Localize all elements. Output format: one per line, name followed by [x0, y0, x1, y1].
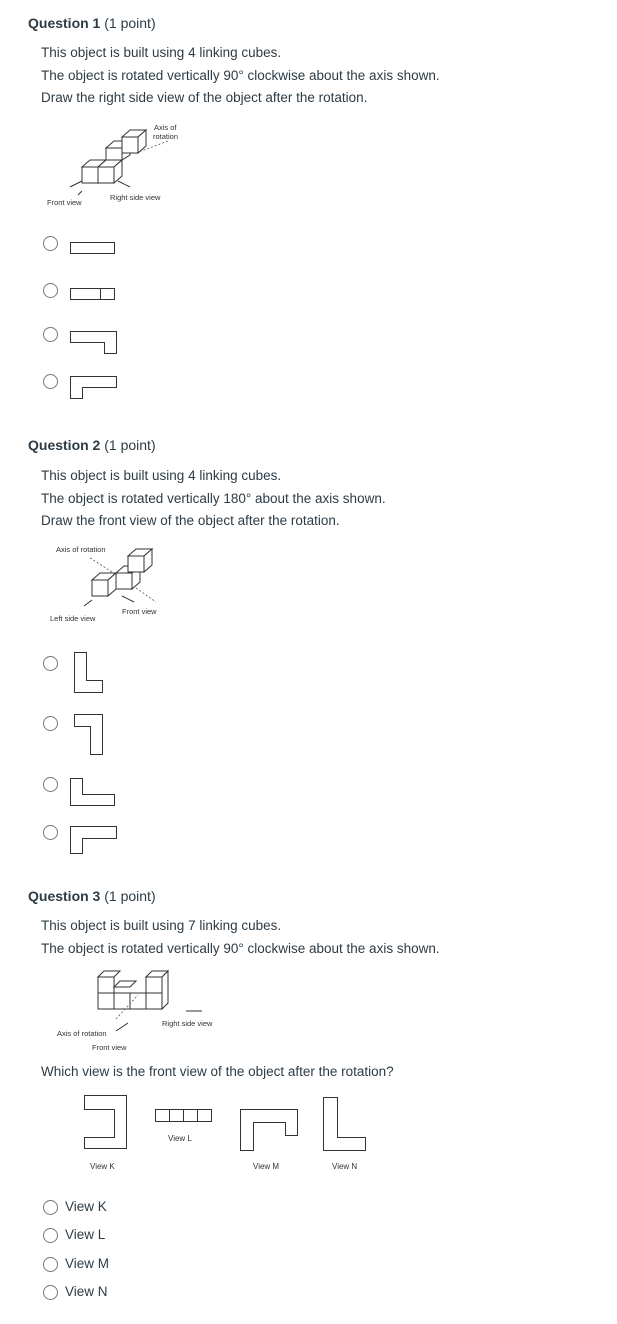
- q2-option-4-figure: [70, 826, 118, 856]
- q2-fig-front-view-label: Front view: [122, 607, 157, 616]
- question-2-title: Question 2: [28, 437, 101, 453]
- q2-option-4-radio[interactable]: [43, 825, 58, 840]
- q2-cube-figure: [60, 544, 180, 614]
- q1-fig-axis-label-2: rotation: [153, 132, 179, 141]
- q2-option-2-figure: [74, 714, 104, 756]
- q3-view-n-figure: [323, 1097, 369, 1153]
- q1-text-line-2: The object is rotated vertically 90° clockwise about the axis shown.: [41, 68, 440, 83]
- question-2-header: [28, 437, 156, 453]
- q1-text-line-1: This object is built using 4 linking cubes.: [41, 45, 282, 60]
- question-3-points: (1 point): [104, 888, 156, 904]
- q1-option-3-radio[interactable]: [43, 327, 58, 342]
- question-3-header: [28, 888, 156, 904]
- q1-text-line-3: Draw the right side view of the object after the rotation.: [41, 90, 368, 105]
- q1-fig-front-view-label: Front view: [47, 198, 82, 207]
- question-1-points: (1 point): [104, 15, 156, 31]
- q2-fig-axis-label: Axis of rotation: [56, 545, 106, 554]
- q3-text-line-1: This object is built using 7 linking cubes.: [41, 918, 282, 933]
- q1-option-1-figure: [70, 242, 116, 254]
- q2-option-1-radio[interactable]: [43, 656, 58, 671]
- q2-option-2-radio[interactable]: [43, 716, 58, 731]
- q2-option-3-radio[interactable]: [43, 777, 58, 792]
- q2-option-1-figure: [74, 652, 104, 694]
- q3-fig-axis-label: Axis of rotation: [57, 1029, 107, 1038]
- q3-view-l-label: View L: [168, 1134, 192, 1143]
- q3-question-text: Which view is the front view of the object after the rotation?: [41, 1064, 394, 1079]
- q2-fig-left-view-label: Left side view: [50, 614, 96, 623]
- q3-option-k-label[interactable]: View K: [65, 1199, 107, 1214]
- q3-fig-right-view-label: Right side view: [162, 1019, 213, 1028]
- q2-text-line-3: Draw the front view of the object after the rotation.: [41, 513, 340, 528]
- question-1-title: Question 1: [28, 15, 101, 31]
- q3-view-l-figure: [155, 1109, 213, 1123]
- q3-view-k-label: View K: [90, 1162, 115, 1171]
- q1-option-2-radio[interactable]: [43, 283, 58, 298]
- question-2-points: (1 point): [104, 437, 156, 453]
- q3-option-l-label[interactable]: View L: [65, 1227, 106, 1242]
- q1-fig-axis-label-1: Axis of: [154, 123, 177, 132]
- q3-option-m-label[interactable]: View M: [65, 1256, 110, 1271]
- q1-option-4-figure: [70, 376, 118, 400]
- q3-option-n-label[interactable]: View N: [65, 1284, 108, 1299]
- q3-option-m-radio[interactable]: [43, 1257, 58, 1272]
- q3-view-m-label: View M: [253, 1162, 280, 1171]
- q3-option-l-radio[interactable]: [43, 1228, 58, 1243]
- q3-option-k-radio[interactable]: [43, 1200, 58, 1215]
- q1-fig-right-view-label: Right side view: [110, 193, 161, 202]
- q2-text-line-2: The object is rotated vertically 180° about the axis shown.: [41, 491, 386, 506]
- q3-fig-front-view-label: Front view: [92, 1043, 127, 1052]
- q3-option-n-radio[interactable]: [43, 1285, 58, 1300]
- q3-view-k-figure: [84, 1095, 130, 1155]
- q2-option-3-figure: [70, 778, 116, 808]
- q1-option-2-figure: [70, 288, 116, 300]
- q3-text-line-2: The object is rotated vertically 90° clockwise about the axis shown.: [41, 941, 440, 956]
- q3-view-m-figure: [240, 1109, 300, 1153]
- q3-view-n-label: View N: [332, 1162, 358, 1171]
- question-3-title: Question 3: [28, 888, 101, 904]
- q2-text-line-1: This object is built using 4 linking cubes.: [41, 468, 282, 483]
- question-1-header: [28, 15, 156, 31]
- q1-option-4-radio[interactable]: [43, 374, 58, 389]
- q1-option-3-figure: [70, 331, 118, 355]
- q1-option-1-radio[interactable]: [43, 236, 58, 251]
